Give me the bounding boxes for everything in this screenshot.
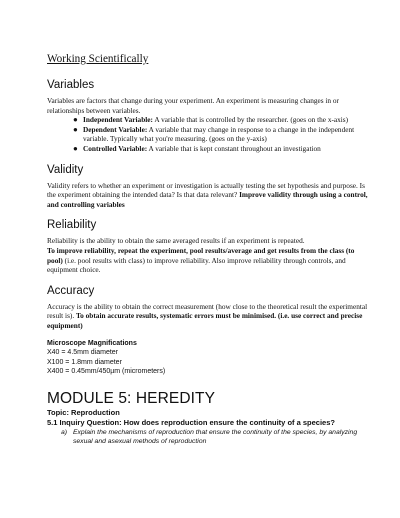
variable-definition: A variable that may change in response to a change in the independent variable. Typically what you're measuring. (goes on the y-axis)	[83, 124, 355, 144]
reliability-paragraph	[47, 236, 372, 274]
subpoint-letter: a)	[61, 428, 68, 436]
validity-text: Validity refers to whether an experiment or investigation is actually testing the set hypothesis and purpose. Is the experiment obtaining the intended data? Is that data relevant?	[47, 180, 365, 200]
microscope-heading: Microscope Magnifications	[47, 339, 137, 347]
variable-term: Dependent Variable:	[83, 124, 148, 134]
accuracy-heading: Accuracy	[47, 284, 95, 297]
inquiry-subpoint	[47, 428, 372, 447]
reliability-text-2: (i.e. pool results with class) to improve reliability. Also improve reliability through controls, and equipment choice.	[47, 255, 346, 275]
list-item	[73, 143, 372, 154]
bullet-icon: ●	[73, 143, 78, 153]
accuracy-paragraph	[47, 302, 372, 331]
magnification-line: X400 = 0.45mm/450µm (micrometers)	[47, 368, 166, 376]
microscope-section	[47, 339, 372, 377]
list-item	[73, 124, 372, 144]
magnification-line: X100 = 1.8mm diameter	[47, 358, 122, 366]
reliability-section	[47, 218, 372, 274]
validity-paragraph	[47, 181, 372, 210]
reliability-heading: Reliability	[47, 219, 97, 232]
variables-section	[47, 78, 372, 154]
magnification-line: X40 = 4.5mm diameter	[47, 348, 119, 356]
list-item	[73, 115, 372, 125]
bullet-icon: ●	[73, 124, 78, 134]
document-page	[47, 52, 372, 447]
validity-section	[47, 163, 372, 210]
variable-term: Independent Variable:	[83, 115, 153, 125]
page-title: Working Scientifically	[47, 53, 149, 65]
variable-definition: A variable that is controlled by the researcher. (goes on the x-axis)	[152, 115, 349, 125]
module-heading: MODULE 5: HEREDITY	[47, 389, 216, 407]
accuracy-bold: To obtain accurate results, systematic errors must be minimised. (i.e. use correct and precise equipment)	[47, 311, 363, 330]
module-section	[47, 390, 372, 447]
variables-heading: Variables	[47, 79, 95, 91]
inquiry-question: 5.1 Inquiry Question: How does reproduction ensure the continuity of a species?	[47, 417, 335, 427]
variable-definition: A variable that is kept constant throughout an investigation	[147, 143, 321, 153]
topic-line: Topic: Reproduction	[47, 407, 120, 417]
accuracy-text: Accuracy is the ability to obtain the correct measurement (how close to the theoretical result the experimental result is).	[47, 301, 368, 321]
variables-list	[47, 115, 372, 153]
reliability-bold: To improve reliability, repeat the experiment, pool results/average and get results from the class (to pool)	[47, 245, 355, 265]
bullet-icon: ●	[73, 115, 78, 125]
validity-heading: Validity	[47, 163, 84, 176]
variable-term: Controlled Variable:	[83, 143, 148, 153]
validity-bold: Improve validity through using a control, and controlling variables	[47, 190, 368, 209]
accuracy-section	[47, 284, 372, 331]
variables-intro: Variables are factors that change during your experiment. An experiment is measuring changes in or relationships between variables.	[47, 96, 339, 115]
subpoint-text: Explain the mechanisms of reproduction that ensure the continuity of the species, by analyzing sexual and asexual methods of reproduction	[73, 428, 358, 446]
reliability-text: Reliability is the ability to obtain the same averaged results if an experiment is repeated.	[47, 236, 305, 246]
